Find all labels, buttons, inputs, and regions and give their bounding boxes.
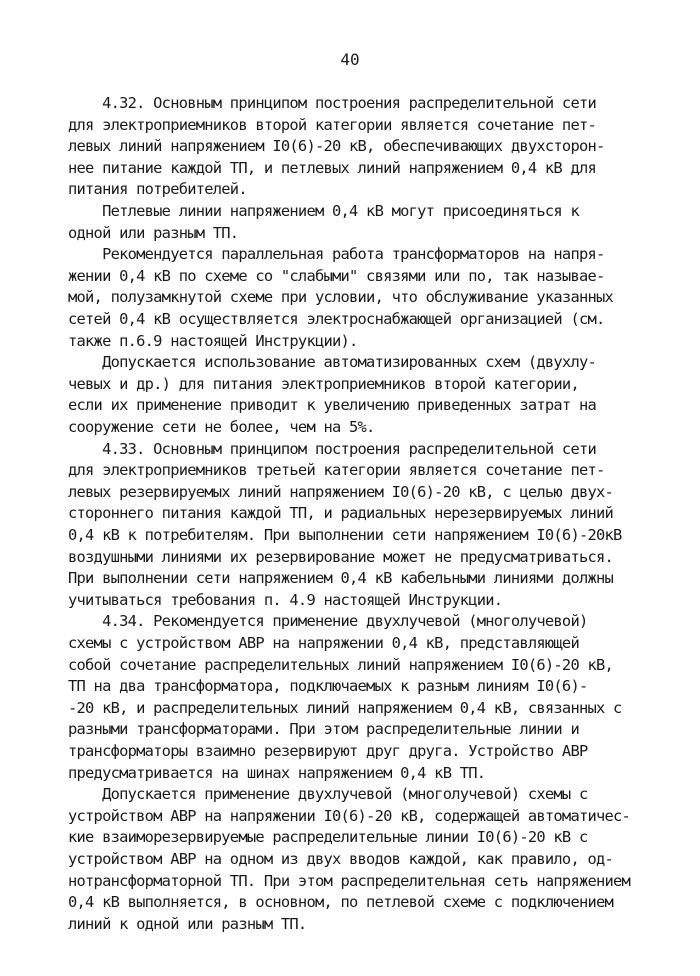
page-number: 40: [340, 50, 360, 69]
text-line: Допускается использование автоматизированных схем (двухлу-: [68, 353, 596, 371]
text-line: сооружение сети не более, чем на 5%.: [68, 418, 375, 436]
text-line: Рекомендуется параллельная работа трансформаторов на напря-: [68, 245, 605, 263]
text-line: трансформаторы взаимно резервируют друг друга. Устройство АВР: [68, 742, 588, 760]
text-line: нее питание каждой ТП, и петлевых линий напряжением 0,4 кВ для: [68, 159, 596, 177]
text-line: также п.6.9 настоящей Инструкции).: [68, 332, 358, 350]
text-line: сетей 0,4 кВ осуществляется электроснабжающей организацией (см.: [68, 310, 605, 328]
text-line: линий к одной или разным ТП.: [68, 915, 307, 933]
text-line: воздушными линиями их резервирование может не предусматриваться.: [68, 548, 614, 566]
text-line: мой, полузамкнутой схеме при условии, что обслуживание указанных: [68, 288, 614, 306]
text-line: ТП на два трансформатора, подключаемых к разным линиям I0(6)-: [68, 677, 588, 695]
text-line: 0,4 кВ выполняется, в основном, по петлевой схеме с подключением: [68, 893, 614, 911]
text-line: устройством АВР на напряжении I0(6)-20 кВ, содержащей автоматичес-: [68, 807, 631, 825]
text-line: кие взаиморезервируемые распределительные линии I0(6)-20 кВ с: [68, 828, 588, 846]
text-line: 0,4 кВ к потребителям. При выполнении сети напряжением I0(6)-20кВ: [68, 526, 622, 544]
text-line: 4.33. Основным принципом построения распределительной сети: [68, 440, 596, 458]
text-line: 4.34. Рекомендуется применение двухлучевой (многолучевой): [68, 612, 588, 630]
text-line: учитываться требования п. 4.9 настоящей Инструкции.: [68, 591, 503, 609]
text-line: чевых и др.) для питания электроприемников второй категории,: [68, 375, 579, 393]
text-line: предусматривается на шинах напряжением 0,4 кВ ТП.: [68, 764, 486, 782]
text-line: если их применение приводит к увеличению приведенных затрат на: [68, 396, 596, 414]
text-line: одной или разным ТП.: [68, 224, 239, 242]
text-line: для электроприемников второй категории является сочетание пет-: [68, 116, 596, 134]
text-line: Петлевые линии напряжением 0,4 кВ могут присоединяться к: [68, 202, 579, 220]
text-line: жении 0,4 кВ по схеме со "слабыми" связями или по, так называе-: [68, 267, 605, 285]
text-line: Допускается применение двухлучевой (многолучевой) схемы с: [68, 785, 588, 803]
text-line: -20 кВ, и распределительных линий напряжением 0,4 кВ, связанных с: [68, 699, 622, 717]
text-line: устройством АВР на одном из двух вводов каждой, как правило, од-: [68, 850, 614, 868]
text-line: собой сочетание распределительных линий напряжением I0(6)-20 кВ,: [68, 656, 614, 674]
text-line: питания потребителей.: [68, 180, 247, 198]
text-line: нотрансформаторной ТП. При этом распределительная сеть напряжением: [68, 872, 631, 890]
text-line: разными трансформаторами. При этом распределительные линии и: [68, 720, 579, 738]
text-line: для электроприемников третьей категории является сочетание пет-: [68, 461, 605, 479]
text-line: левых линий напряжением I0(6)-20 кВ, обеспечивающих двухсторон-: [68, 137, 605, 155]
text-line: стороннего питания каждой ТП, и радиальных нерезервируемых линий: [68, 504, 614, 522]
text-line: 4.32. Основным принципом построения распределительной сети: [68, 94, 596, 112]
text-line: схемы с устройством АВР на напряжении 0,4 кВ, представляющей: [68, 634, 579, 652]
text-line: левых резервируемых линий напряжением I0(6)-20 кВ, с целью двух-: [68, 483, 614, 501]
text-line: При выполнении сети напряжением 0,4 кВ кабельными линиями должны: [68, 569, 614, 587]
